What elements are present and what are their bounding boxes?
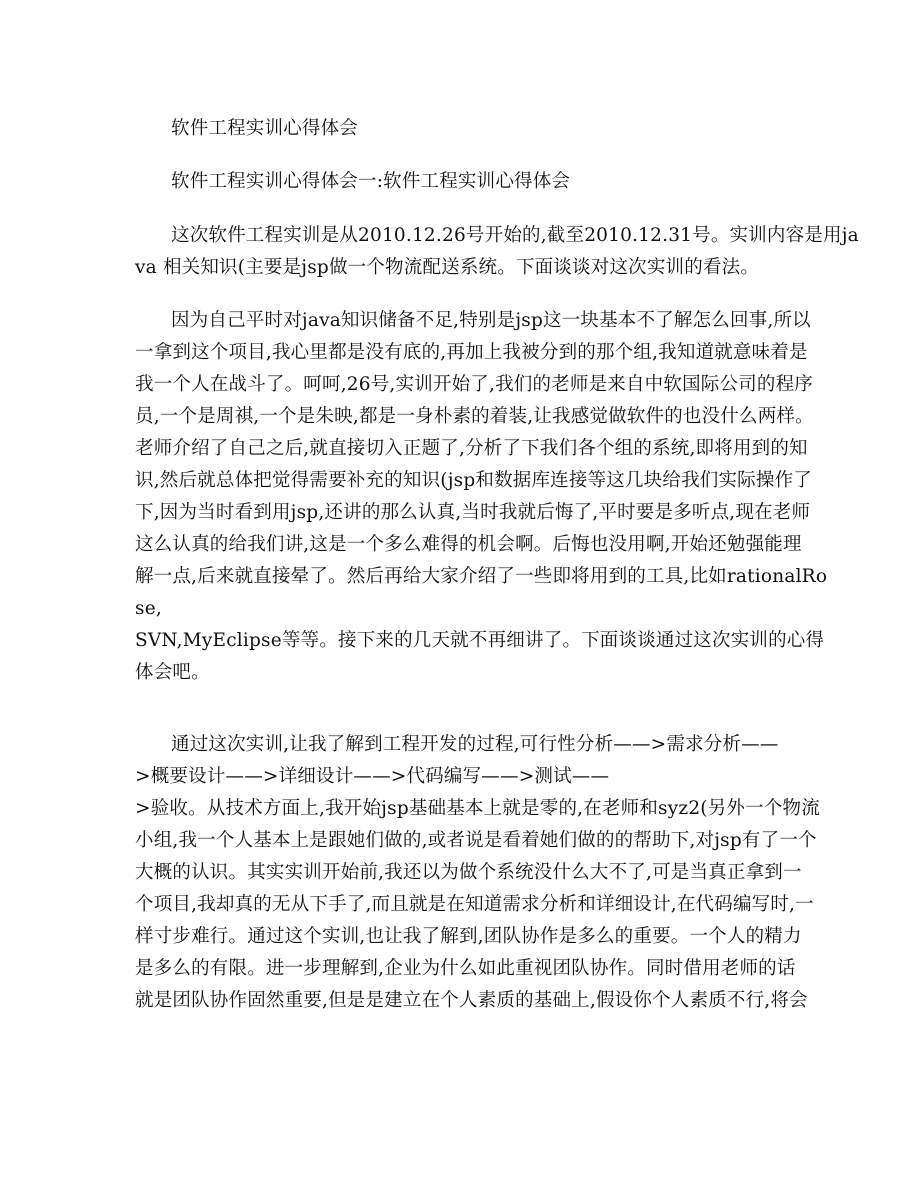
paragraph-1-line-1: 这次软件工程实训是从2010.12.26号开始的,截至2010.12.31号。实训内容是用ja — [171, 225, 859, 246]
paragraph-2-line-12: 体会吧。 — [135, 662, 210, 683]
paragraph-3-line-7: 样寸步难行。通过这个实训,也让我了解到,团队协作是多么的重要。一个人的精力 — [135, 926, 802, 947]
paragraph-3-line-8: 是多么的有限。进一步理解到,企业为什么如此重视团队协作。同时借用老师的话 — [135, 958, 796, 979]
paragraph-3-line-4: 小组,我一个人基本上是跟她们做的,或者说是看着她们做的的帮助下,对jsp有了一个 — [135, 830, 817, 851]
paragraph-2-line-2: 一拿到这个项目,我心里都是没有底的,再加上我被分到的那个组,我知道就意味着是 — [135, 342, 808, 363]
paragraph-2-line-10: se, — [135, 598, 162, 619]
document-body — [135, 0, 859, 1191]
paragraph-3-line-3: >验收。从技术方面上,我开始jsp基础基本上就是零的,在老师和syz2(另外一个物流 — [135, 798, 820, 819]
paragraph-2-line-1: 因为自己平时对java知识储备不足,特别是jsp这一块基本不了解怎么回事,所以 — [171, 310, 811, 331]
paragraph-3-line-2: >概要设计——>详细设计——>代码编写——>测试—— — [135, 766, 610, 787]
paragraph-3-line-6: 个项目,我却真的无从下手了,而且就是在知道需求分析和详细设计,在代码编写时,一 — [135, 894, 814, 915]
paragraph-3-line-5: 大概的认识。其实实训开始前,我还以为做个系统没什么大不了,可是当真正拿到一 — [135, 862, 802, 883]
paragraph-2-line-6: 识,然后就总体把觉得需要补充的知识(jsp和数据库连接等这几块给我们实际操作了 — [135, 470, 812, 491]
document-subtitle: 软件工程实训心得体会一:软件工程实训心得体会 — [171, 171, 571, 192]
paragraph-2-line-7: 下,因为当时看到用jsp,还讲的那么认真,当时我就后悔了,平时要是多听点,现在老师 — [135, 502, 811, 523]
paragraph-2-line-8: 这么认真的给我们讲,这是一个多么难得的机会啊。后悔也没用啊,开始还勉强能理 — [135, 534, 802, 555]
paragraph-2-line-4: 员,一个是周祺,一个是朱映,都是一身朴素的着装,让我感觉做软件的也没什么两样。 — [135, 406, 814, 427]
paragraph-2-line-5: 老师介绍了自己之后,就直接切入正题了,分析了下我们各个组的系统,即将用到的知 — [135, 438, 808, 459]
paragraph-3-line-9: 就是团队协作固然重要,但是是建立在个人素质的基础上,假设你个人素质不行,将会 — [135, 990, 808, 1011]
paragraph-1-line-2: va 相关知识(主要是jsp做一个物流配送系统。下面谈谈对这次实训的看法。 — [135, 257, 760, 278]
paragraph-2-line-9: 解一点,后来就直接晕了。然后再给大家介绍了一些即将用到的工具,比如rationalRo — [135, 566, 828, 587]
paragraph-2-line-11: SVN,MyEclipse等等。接下来的几天就不再细讲了。下面谈谈通过这次实训的心得 — [135, 630, 825, 651]
document-title: 软件工程实训心得体会 — [171, 118, 359, 139]
paragraph-2-line-3: 我一个人在战斗了。呵呵,26号,实训开始了,我们的老师是来自中软国际公司的程序 — [135, 374, 813, 395]
paragraph-3-line-1: 通过这次实训,让我了解到工程开发的过程,可行性分析——>需求分析—— — [171, 734, 779, 755]
